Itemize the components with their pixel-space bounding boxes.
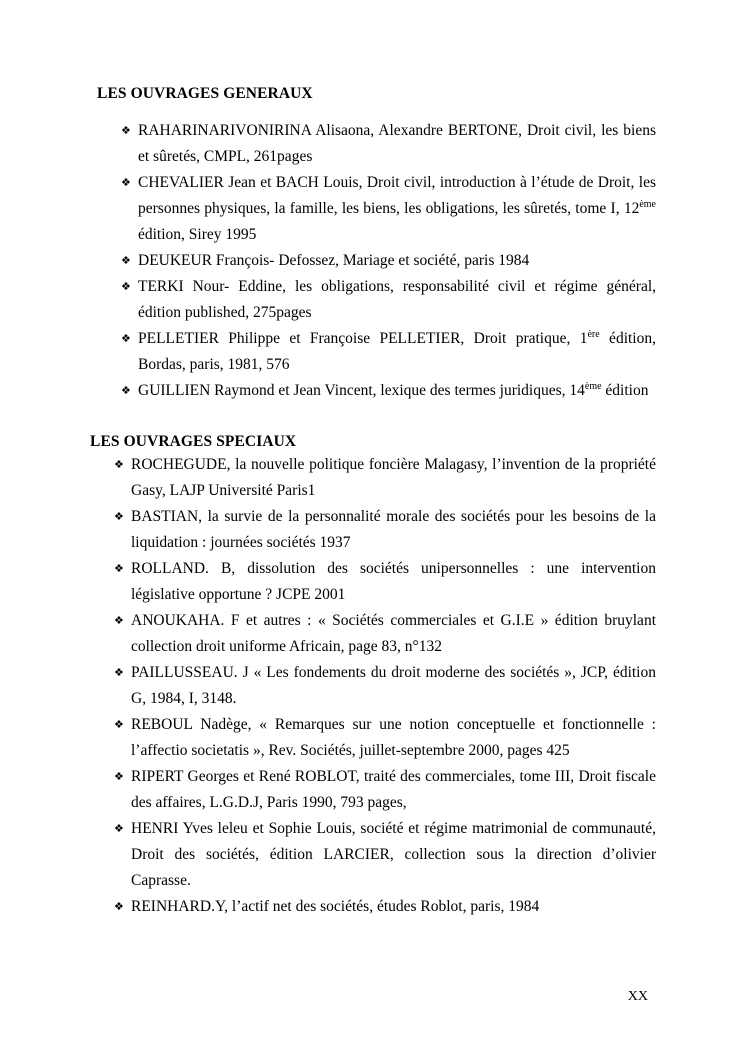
entry-text: DEUKEUR François- Defossez, Mariage et société, paris 1984 [138,252,530,269]
entry-text: PAILLUSSEAU. J « Les fondements du droit moderne des sociétés », JCP, édition G, 1984, I, 3148. [131,664,656,707]
entry-text: HENRI Yves leleu et Sophie Louis, société et régime matrimonial de communauté, Droit des sociétés, édition LARCIER, collection sous la direction d’olivier Caprasse. [131,820,656,889]
page-content [90,84,656,920]
bibliography-entry [121,274,656,326]
diamond-bullet-icon: ❖ [114,562,124,575]
diamond-bullet-icon: ❖ [114,900,124,913]
entry-text: GUILLIEN Raymond et Jean Vincent, lexique des termes juridiques, 14ème édition [138,380,649,399]
entry-text: RAHARINARIVONIRINA Alisaona, Alexandre BERTONE, Droit civil, les biens et sûretés, CMPL, 261pages [138,122,656,165]
diamond-bullet-icon: ❖ [114,458,124,471]
ordinal-superscript: ème [584,380,602,392]
section-ouvrages-generaux [90,84,656,404]
bibliography-entry [114,816,656,894]
entry-text: TERKI Nour- Eddine, les obligations, responsabilité civil et régime général, édition published, 275pages [138,278,656,321]
bibliography-entry [114,712,656,764]
diamond-bullet-icon: ❖ [114,666,124,679]
diamond-bullet-icon: ❖ [114,510,124,523]
bibliography-entry [121,170,656,248]
diamond-bullet-icon: ❖ [121,254,131,267]
ordinal-superscript: ère [587,328,600,340]
bibliography-entry [114,894,656,920]
section-title-speciaux: LES OUVRAGES SPECIAUX [90,433,297,450]
entry-text: PELLETIER Philippe et Françoise PELLETIER, Droit pratique, 1ère édition, Bordas, paris, 1981, 576 [138,328,656,373]
diamond-bullet-icon: ❖ [114,822,124,835]
bibliography-list-generaux [97,118,656,404]
bibliography-entry [121,378,656,404]
bibliography-entry [114,608,656,660]
diamond-bullet-icon: ❖ [121,332,131,345]
bibliography-list-speciaux [90,452,656,920]
entry-text: REBOUL Nadège, « Remarques sur une notion conceptuelle et fonctionnelle : l’affectio societatis », Rev. Sociétés, juillet-septembre 2000, pages 425 [131,716,656,759]
entry-text: ROCHEGUDE, la nouvelle politique foncière Malagasy, l’invention de la propriété Gasy, LAJP Université Paris1 [131,456,656,499]
diamond-bullet-icon: ❖ [114,718,124,731]
entry-text: ROLLAND. B, dissolution des sociétés unipersonnelles : une intervention législative opportune ? JCPE 2001 [131,560,656,603]
bibliography-entry [114,764,656,816]
diamond-bullet-icon: ❖ [121,280,131,293]
diamond-bullet-icon: ❖ [121,176,131,189]
bibliography-entry [114,660,656,712]
entry-text: BASTIAN, la survie de la personnalité morale des sociétés pour les besoins de la liquidation : journées sociétés 1937 [131,508,656,551]
bibliography-entry [121,326,656,378]
ordinal-superscript: ème [639,198,656,210]
section-ouvrages-speciaux [90,432,656,920]
diamond-bullet-icon: ❖ [121,124,131,137]
bibliography-entry [121,118,656,170]
entry-text: CHEVALIER Jean et BACH Louis, Droit civil, introduction à l’étude de Droit, les personnes physiques, la famille, les biens, les obligations, les sûretés, tome I, 12ème édition, Sirey 1995 [138,174,656,243]
diamond-bullet-icon: ❖ [114,614,124,627]
diamond-bullet-icon: ❖ [121,384,131,397]
bibliography-entry [114,504,656,556]
entry-text: RIPERT Georges et René ROBLOT, traité des commerciales, tome III, Droit fiscale des affaires, L.G.D.J, Paris 1990, 793 pages, [131,768,656,811]
diamond-bullet-icon: ❖ [114,770,124,783]
page-number: XX [627,989,648,1004]
entry-text: REINHARD.Y, l’actif net des sociétés, études Roblot, paris, 1984 [131,898,540,915]
bibliography-entry [121,248,656,274]
bibliography-entry [114,556,656,608]
section-title-generaux: LES OUVRAGES GENERAUX [97,85,313,102]
entry-text: ANOUKAHA. F et autres : « Sociétés commerciales et G.I.E » édition bruylant collection droit uniforme Africain, page 83, n°132 [131,612,656,655]
bibliography-entry [114,452,656,504]
